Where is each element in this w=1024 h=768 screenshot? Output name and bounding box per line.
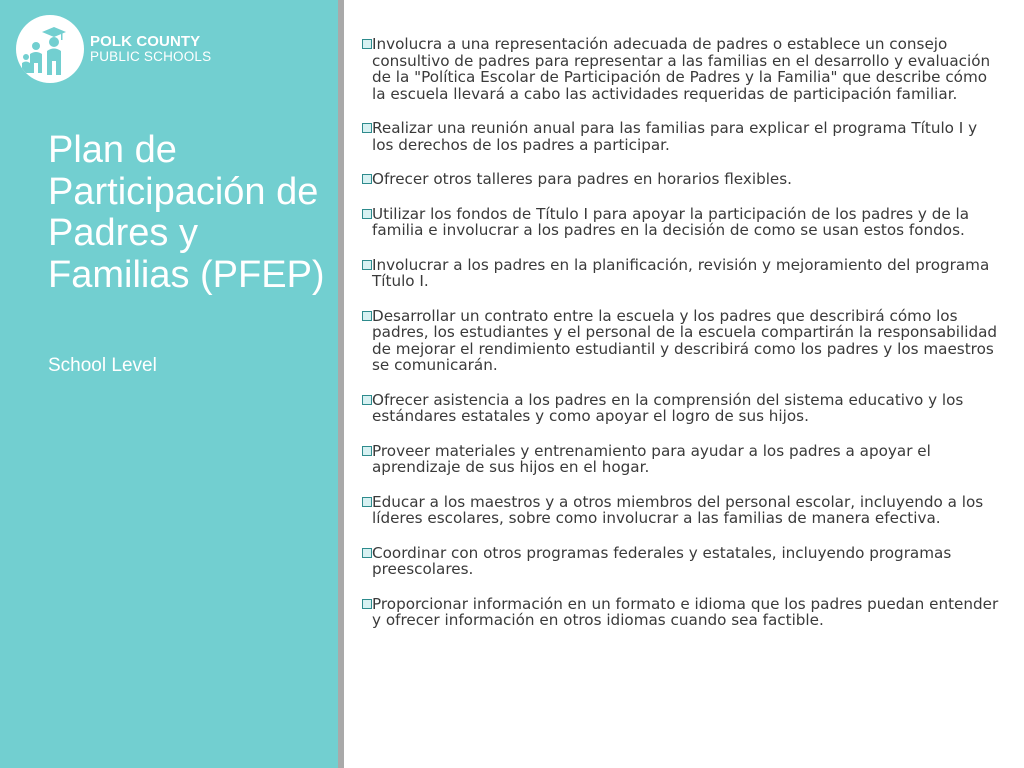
family-graduate-logo-icon — [16, 15, 84, 83]
list-item-text: Ofrecer asistencia a los padres en la comprensión del sistema educativo y los estándares estatales y como apoyar el logro de sus hijos. — [372, 390, 964, 425]
list-item — [360, 36, 1000, 102]
list-item — [360, 443, 1000, 476]
list-item — [360, 545, 1000, 578]
list-item-text: Realizar una reunión anual para las familias para explicar el programa Título I y los derechos de los padres a participar. — [372, 119, 978, 154]
sidebar-panel — [0, 0, 338, 768]
list-item — [360, 257, 1000, 290]
checkbox-bullet-icon — [362, 209, 372, 219]
list-item-text: Ofrecer otros talleres para padres en horarios flexibles. — [372, 170, 793, 188]
bullet-list — [360, 36, 1000, 647]
checkbox-bullet-icon — [362, 446, 372, 456]
checkbox-bullet-icon — [362, 260, 372, 270]
list-item-text: Coordinar con otros programas federales y estatales, incluyendo programas preescolares. — [372, 543, 952, 578]
checkbox-bullet-icon — [362, 39, 372, 49]
list-item — [360, 596, 1000, 629]
slide-subtitle: School Level — [48, 355, 157, 376]
slide-title: Plan de Participación de Padres y Familias (PFEP) — [48, 129, 325, 296]
list-item-text: Involucrar a los padres en la planificación, revisión y mejoramiento del programa Título I. — [372, 255, 990, 290]
list-item — [360, 392, 1000, 425]
panel-divider — [338, 0, 344, 768]
list-item-text: Proporcionar información en un formato e idioma que los padres puedan entender y ofrecer información en otros idiomas cuando sea factible. — [372, 594, 999, 629]
checkbox-bullet-icon — [362, 395, 372, 405]
logo-text — [90, 34, 211, 64]
list-item-text: Educar a los maestros y a otros miembros del personal escolar, incluyendo a los líderes escolares, sobre como involucrar a las familias de manera efectiva. — [372, 492, 984, 527]
list-item-text: Desarrollar un contrato entre la escuela y los padres que describirá cómo los padres, los estudiantes y el personal de la escuela compartirán la responsabilidad de mejorar el rendimiento estudiantil y describirá como los padres y los maestros se comunicarán. — [372, 306, 998, 374]
list-item-text: Utilizar los fondos de Título I para apoyar la participación de los padres y de la familia e involucrar a los padres en la decisión de como se usan estos fondos. — [372, 204, 970, 239]
logo-line-2: PUBLIC SCHOOLS — [90, 49, 212, 64]
checkbox-bullet-icon — [362, 123, 372, 133]
list-item — [360, 206, 1000, 239]
list-item — [360, 120, 1000, 153]
checkbox-bullet-icon — [362, 548, 372, 558]
list-item — [360, 171, 1000, 188]
checkbox-bullet-icon — [362, 497, 372, 507]
checkbox-bullet-icon — [362, 599, 372, 609]
list-item — [360, 494, 1000, 527]
list-item-text: Proveer materiales y entrenamiento para ayudar a los padres a apoyar el aprendizaje de sus hijos en el hogar. — [372, 441, 931, 476]
logo-line-1: POLK COUNTY — [90, 33, 201, 50]
checkbox-bullet-icon — [362, 311, 372, 321]
list-item — [360, 308, 1000, 374]
list-item-text: Involucra a una representación adecuada de padres o establece un consejo consultivo de padres para representar a las familias en el desarrollo y evaluación de la "Política Escolar de Participación de Padres y la Familia" que describe cómo la escuela llevará a cabo las actividades requeridas de participación familiar. — [372, 35, 991, 103]
district-logo — [16, 15, 316, 85]
checkbox-bullet-icon — [362, 174, 372, 184]
